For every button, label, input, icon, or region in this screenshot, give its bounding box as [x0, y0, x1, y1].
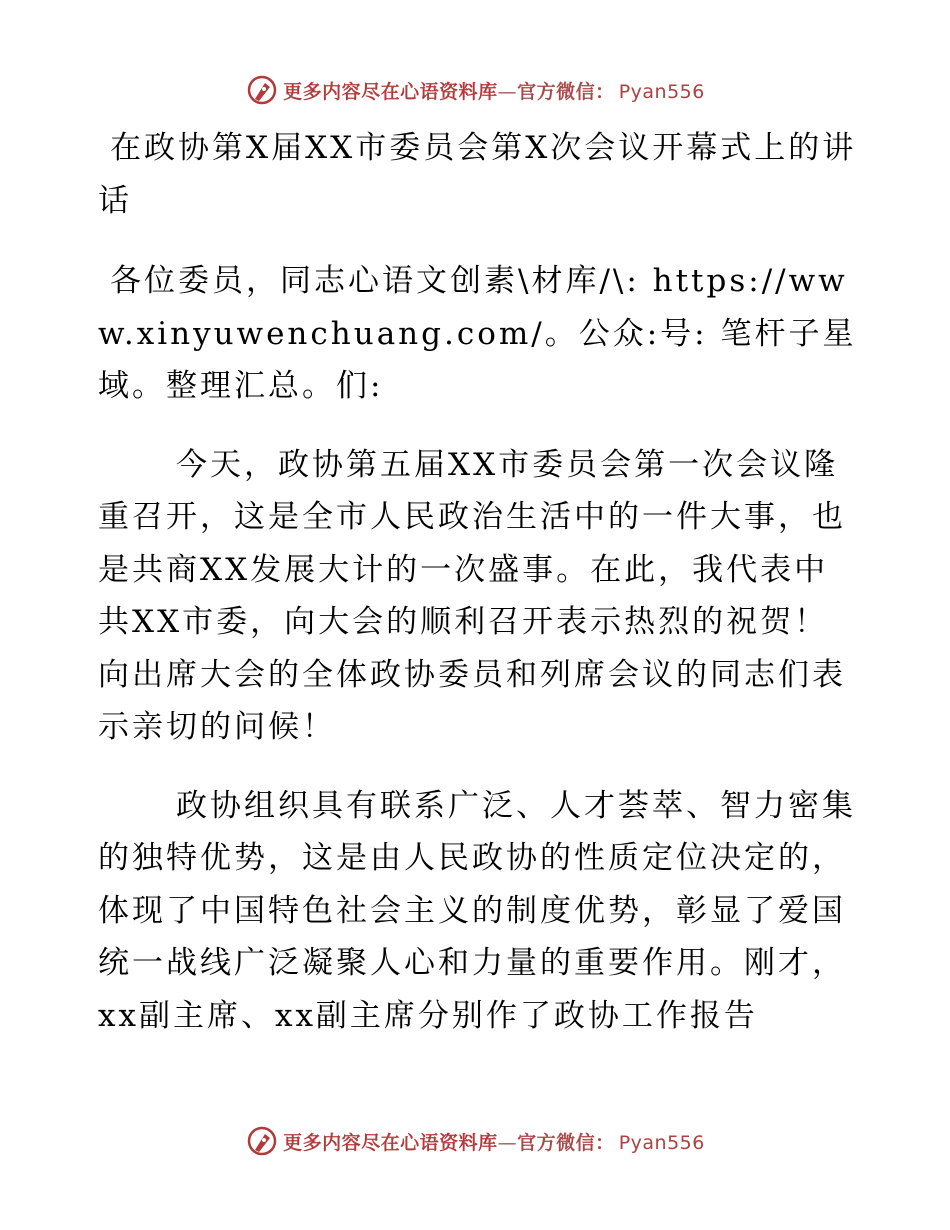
- watermark-brand: 更多内容尽在心语资料库: [283, 80, 498, 103]
- watermark-wechat-id: Pyan556: [618, 80, 705, 103]
- watermark-wechat-id: Pyan556: [618, 1131, 705, 1154]
- watermark-text: [283, 77, 705, 104]
- document-body: [98, 122, 858, 1042]
- watermark-text: [283, 1128, 705, 1155]
- watermark-separator: —: [497, 1131, 518, 1154]
- footer-watermark: [0, 1121, 950, 1161]
- watermark-official-label: 官方微信：: [517, 80, 615, 103]
- watermark-brand: 更多内容尽在心语资料库: [283, 1131, 498, 1154]
- pen-nib-logo-icon: [245, 73, 279, 107]
- greeting-paragraph: 各位委员，同志心语文创素\材库/\: https://www.xinyuwenchuang.com/。公众:号: 笔杆子星域。整理汇总。们:: [98, 263, 857, 404]
- watermark-official-label: 官方微信：: [517, 1131, 615, 1154]
- body-paragraph-2: 政协组织具有联系广泛、人才荟萃、智力密集的独特优势，这是由人民政协的性质定位决定的，体现了中国特色社会主义的制度优势，彰显了爱国统一战线广泛凝聚人心和力量的重要作用。刚才，xx副主席、xx副主席分别作了政协工作报告: [98, 787, 856, 1034]
- document-title: 在政协第X届XX市委员会第X次会议开幕式上的讲话: [98, 130, 857, 219]
- pen-nib-logo-icon: [245, 1124, 279, 1158]
- body-paragraph-1: 今天，政协第五届XX市委员会第一次会议隆重召开，这是全市人民政治生活中的一件大事，也是共商XX发展大计的一次盛事。在此，我代表中共XX市委，向大会的顺利召开表示热烈的祝贺！向出席大会的全体政协委员和列席会议的同志们表示亲切的问候！: [98, 446, 846, 745]
- watermark-separator: —: [497, 80, 518, 103]
- header-watermark: [0, 70, 950, 110]
